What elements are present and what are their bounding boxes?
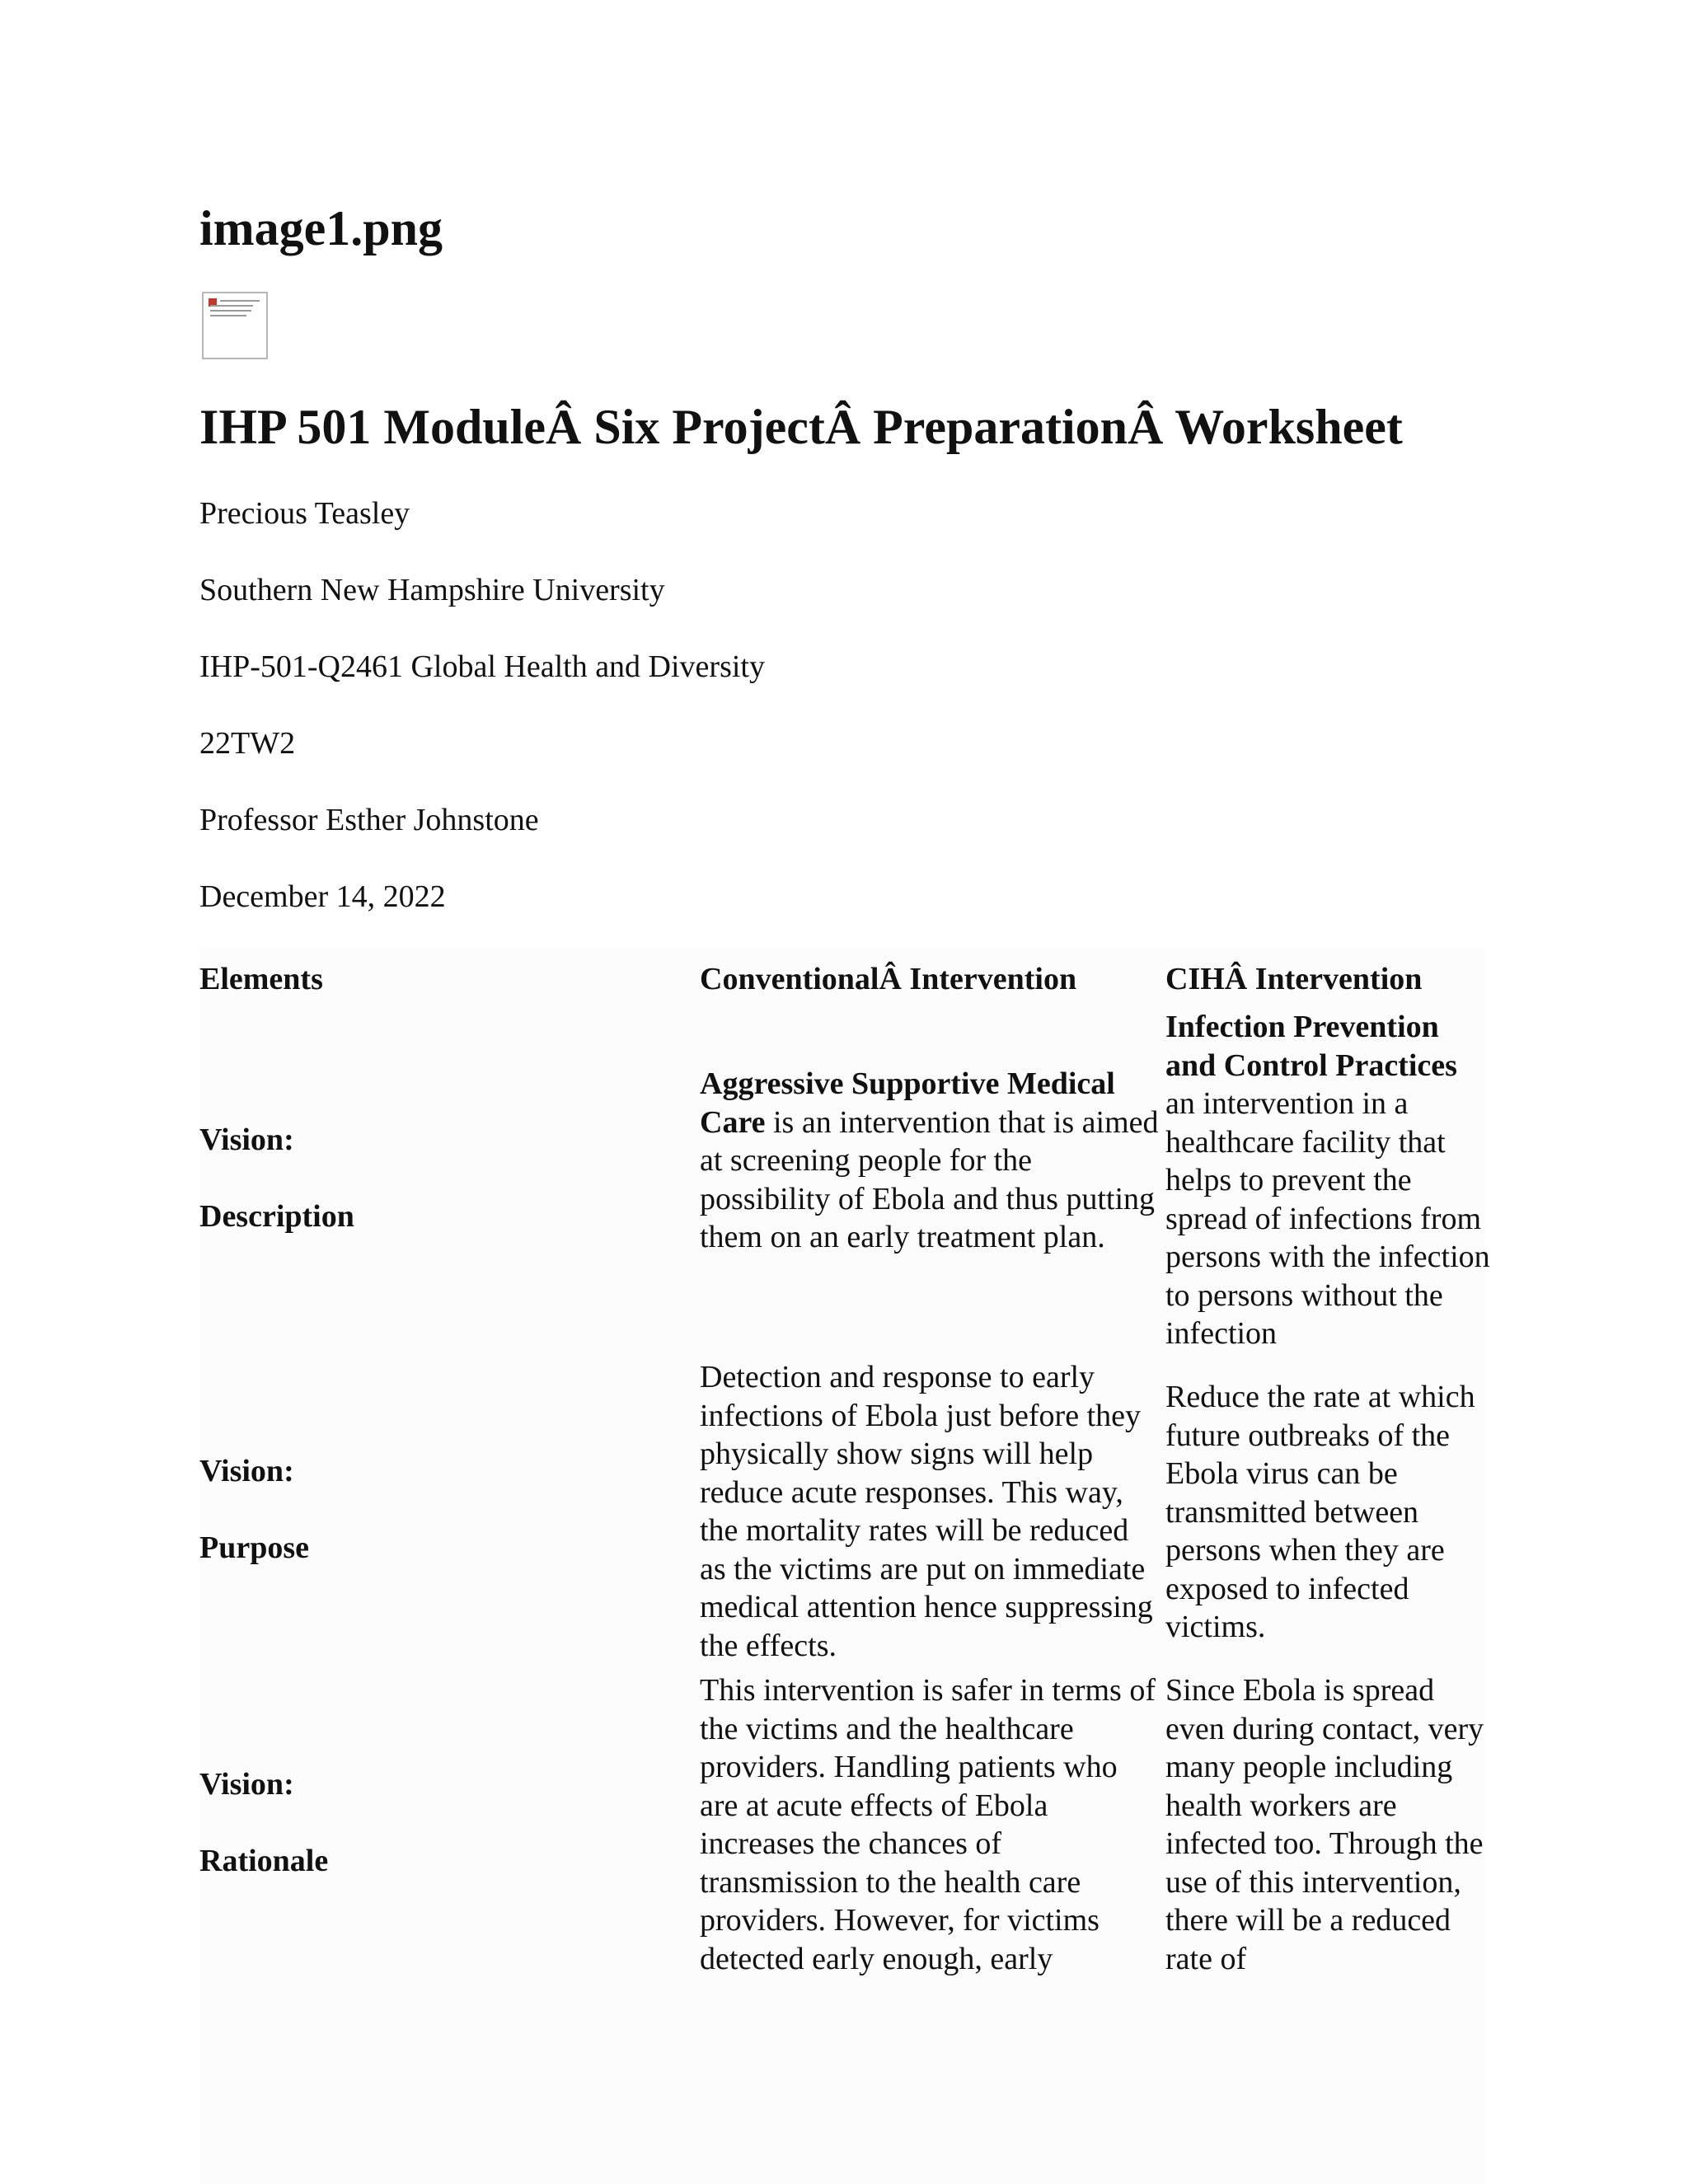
row-label-vision: Vision: (199, 1454, 294, 1488)
row-sublabel-description: Description (199, 1199, 354, 1234)
term: 22TW2 (199, 726, 296, 761)
row-sublabel-purpose: Purpose (199, 1530, 309, 1565)
row-label-vision: Vision: (199, 1767, 294, 1802)
rationale-ciha-cell: Since Ebola is spread even during contact, very many people including health workers are infected too. Through the use of this intervention, there will be a reduced rate of (1165, 1673, 1484, 1976)
row-label-vision: Vision: (199, 1122, 294, 1157)
page-title: IHP 501 ModuleÂ Six ProjectÂ PreparationÂ Worksheet (199, 400, 1403, 454)
description-ciha-text: an intervention in a healthcare facility that helps to prevent the spread of infections from persons with the infection to persons without the infection (1165, 1086, 1490, 1351)
institution: Southern New Hampshire University (199, 573, 665, 607)
professor-name: Professor Esther Johnstone (199, 803, 539, 837)
ciha-intervention-name: Infection Prevention and Control Practices (1165, 1010, 1457, 1083)
broken-image-icon (202, 292, 268, 359)
description-conventional-text: is an intervention that is aimed at screening people for the possibility of Ebola and thus putting them on an early treatment plan. (700, 1104, 1159, 1254)
course-name: IHP-501-Q2461 Global Health and Diversity (199, 649, 765, 684)
submission-date: December 14, 2022 (199, 879, 446, 914)
purpose-ciha-cell: Reduce the rate at which future outbreaks of the Ebola virus can be transmitted between persons when they are exposed to infected victims. (1165, 1380, 1475, 1644)
rationale-conventional-cell: This intervention is safer in terms of the victims and the healthcare providers. Handling patients who are at acute effects of Ebola increases the chances of transmission to the health care providers. However, for victims detected early enough, early (700, 1673, 1156, 1976)
description-ciha-cell (1165, 1008, 1491, 1353)
image-heading: image1.png (199, 201, 443, 255)
header-ciha-intervention: CIHÂ Intervention (1165, 962, 1423, 996)
header-conventional-intervention: ConventionalÂ Intervention (700, 962, 1077, 996)
purpose-conventional-cell: Detection and response to early infections of Ebola just before they physically show signs will help reduce acute responses. This way, the mortality rates will be reduced as the victims are put on immediate medical attention hence suppressing the effects. (700, 1360, 1153, 1663)
header-elements: Elements (199, 962, 323, 996)
author-name: Precious Teasley (199, 496, 410, 531)
conventional-intervention-name: Aggressive Supportive Medical Care (700, 1066, 1115, 1140)
row-sublabel-rationale: Rationale (199, 1844, 329, 1878)
description-conventional-cell (700, 1065, 1161, 1257)
